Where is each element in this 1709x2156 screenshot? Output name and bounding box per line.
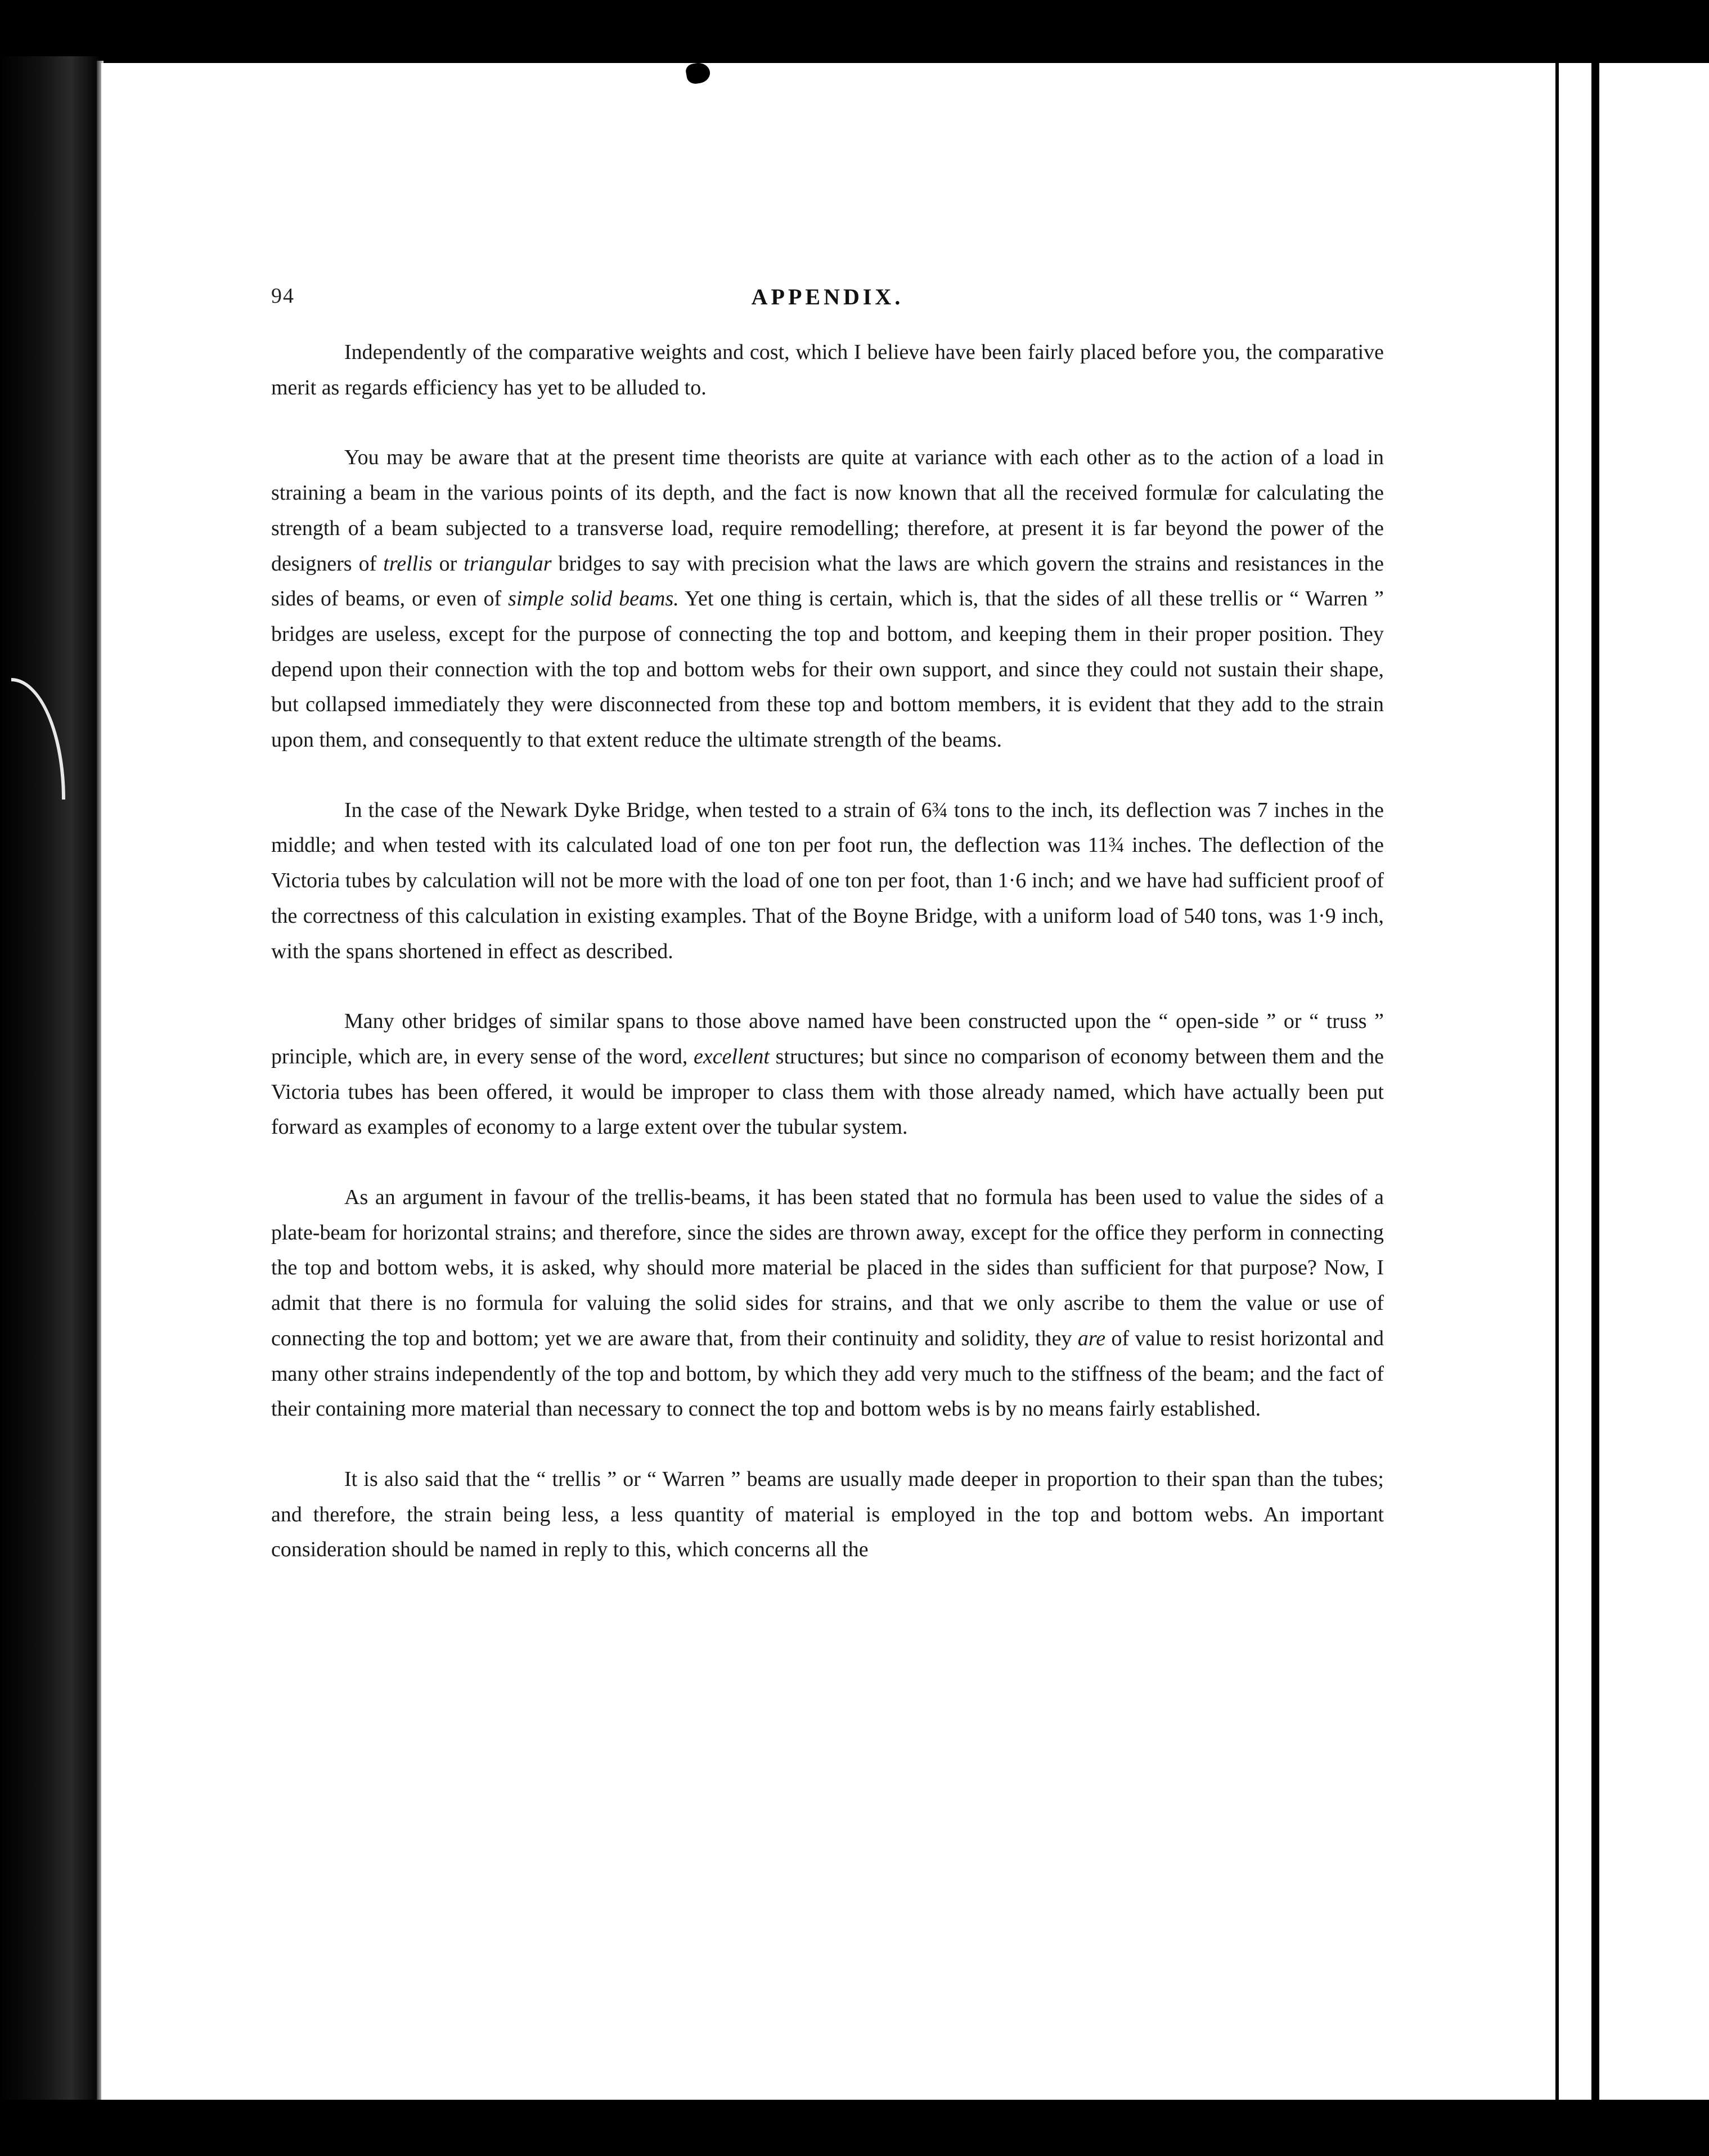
scan-left-edge	[0, 56, 101, 2110]
paragraph-text: bridges to say with precision what the laws are which govern the strains and resistances in the sides of beams, or even of	[271, 551, 1384, 611]
italic-text: excellent	[693, 1044, 770, 1068]
facing-page-border	[1591, 63, 1599, 2100]
paragraph	[271, 1004, 1384, 1145]
running-head: APPENDIX.	[751, 284, 904, 309]
paragraph	[271, 335, 1384, 405]
italic-text: triangular	[464, 551, 552, 576]
italic-text: are	[1077, 1326, 1106, 1350]
paragraph	[271, 793, 1384, 969]
paragraph-text: of value to resist horizontal and many other strains independently of the top and bottom, by which they add very much to the stiffness of the beam; and the fact of their containing more material than necessary to connect the top and bottom webs is by no means fairly established.	[271, 1326, 1384, 1421]
paragraph-text: or	[432, 551, 464, 576]
ink-blot	[685, 63, 712, 85]
paragraph-text: You may be aware that at the present time theorists are quite at variance with each other as to the action of a load in straining a beam in the various points of its depth, and the fact is now known that all the received formulæ for calculating the strength of a beam subjected to a transverse load, require remodelling; therefore, at present it is far beyond the power of the designers of	[271, 446, 1384, 576]
paragraph-text: It is also said that the “ trellis ” or “ Warren ” beams are usually made deeper in proportion to their span than the tubes; and therefore, the strain being less, a less quantity of material is employed in the top and bottom webs. An important consideration should be named in reply to this, which concerns all the	[271, 1467, 1384, 1562]
scan-bottom-edge	[0, 2100, 1709, 2156]
paragraph	[271, 440, 1384, 757]
body-text	[271, 335, 1384, 1602]
paragraph-text: Independently of the comparative weights and cost, which I believe have been fairly placed before you, the comparative merit as regards efficiency has yet to be alluded to.	[271, 340, 1384, 399]
paragraph	[271, 1180, 1384, 1427]
paragraph-text: structures; but since no comparison of economy between them and the Victoria tubes has been offered, it would be improper to class them with those already named, which have actually been put forward as examples of economy to a large extent over the tubular system.	[271, 1044, 1384, 1139]
paragraph-text: As an argument in favour of the trellis-beams, it has been stated that no formula has been used to value the sides of a plate-beam for horizontal strains; and therefore, since the sides are thrown away, except for the office they perform in connecting the top and bottom webs, it is asked, why should more material be placed in the sides than sufficient for that purpose? Now, I admit that there is no formula for valuing the solid sides for strains, and that we only ascribe to them the value or use of connecting the top and bottom; yet we are aware that, from their continuity and solidity, they	[271, 1185, 1384, 1350]
paragraph-text: Many other bridges of similar spans to those above named have been constructed upon the “ open-side ” or “ truss ” principle, which are, in every sense of the word,	[271, 1009, 1384, 1068]
page-header	[271, 284, 1384, 317]
paragraph-text: In the case of the Newark Dyke Bridge, when tested to a strain of 6¾ tons to the inch, its deflection was 7 inches in the middle; and when tested with its calculated load of one ton per foot run, the deflection was 11¾ inches. The deflection of the Victoria tubes by calculation will not be more with the load of one ton per foot, than 1·6 inch; and we have had sufficient proof of the correctness of this calculation in existing examples. That of the Boyne Bridge, with a uniform load of 540 tons, was 1·9 inch, with the spans shortened in effect as described.	[271, 798, 1384, 963]
italic-text: trellis	[383, 551, 433, 576]
facing-page-edge	[1555, 63, 1709, 2100]
page-number: 94	[271, 284, 295, 308]
paragraph	[271, 1462, 1384, 1567]
italic-text: simple solid beams.	[508, 587, 679, 611]
paragraph-text: Yet one thing is certain, which is, that the sides of all these trellis or “ Warren ” bridges are useless, except for the purpose of connecting the top and bottom, and keeping them in their proper position. They depend upon their connection with the top and bottom webs for their own support, and since they could not sustain their shape, but collapsed immediately they were disconnected from these top and bottom members, it is evident that they add to the strain upon them, and consequently to that extent reduce the ultimate strength of the beams.	[271, 587, 1384, 752]
